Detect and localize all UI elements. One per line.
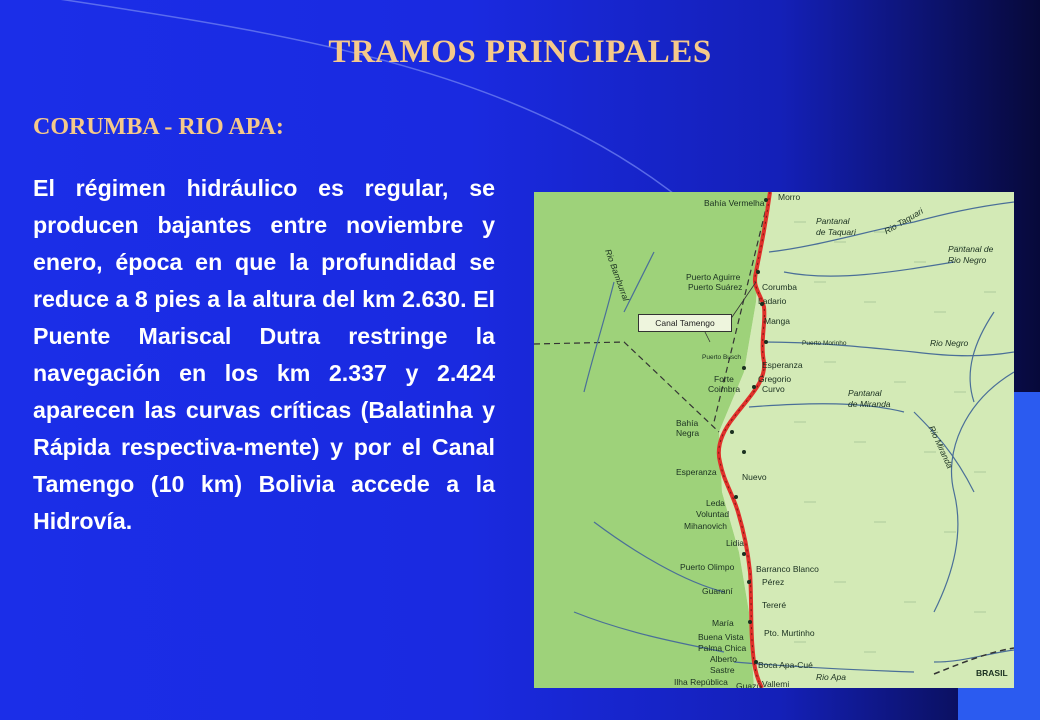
body-paragraph: El régimen hidráulico es regular, se producen bajantes entre noviembre y enero, época en que la profundidad se reduce a 8 pies a la altura del km 2.630. El Puente Mariscal Dutra restringe la navegación en los km 2.337 y 2.424 aparecen las curvas críticas (Balatinha y Rápida respectiva-mente) y por el Canal Tamengo (10 km) Bolivia accede a la Hidrovía. bbox=[33, 175, 495, 534]
canal-tamengo-callout: Canal Tamengo bbox=[638, 314, 732, 332]
map-label-ilha-republica: Ilha República bbox=[674, 677, 728, 687]
map-label-rio-miranda: Rio Miranda bbox=[926, 424, 956, 470]
map-label-terere: Tereré bbox=[762, 600, 787, 610]
map-label-mihanovich: Mihanovich bbox=[684, 521, 727, 531]
map-label-guarani: Guaraní bbox=[702, 586, 733, 596]
map-label-corumba: Corumba bbox=[762, 282, 797, 292]
map-label-gregorio-curvo: Gregorio bbox=[758, 374, 792, 384]
map-label-brasil: BRASIL bbox=[976, 668, 1008, 678]
map-label-esperanza-right: Esperanza bbox=[762, 360, 803, 370]
slide-title: TRAMOS PRINCIPALES bbox=[328, 34, 712, 70]
map-label-pantanal-rio-negro: Pantanal de bbox=[948, 244, 994, 254]
map-label-pto-murtinho: Pto. Murtinho bbox=[764, 628, 815, 638]
map-label-ladario: Ladario bbox=[758, 296, 787, 306]
map-label-pantanal-miranda-2: de Miranda bbox=[848, 399, 891, 409]
map-label-manga: Manga bbox=[764, 316, 790, 326]
map-label-rio-negro: Rio Negro bbox=[930, 338, 969, 348]
map-label-forte-coimbra: Forte bbox=[714, 374, 734, 384]
map-label-puerto-busch: Puerto Busch bbox=[702, 354, 742, 361]
map-label-leda: Leda bbox=[706, 498, 725, 508]
map-label-puerto-suarez: Puerto Suárez bbox=[688, 282, 743, 292]
map-label-boca-apa-cue: Boca Apa-Cué bbox=[758, 660, 813, 670]
map-label-rio-taquari: Rio Taquari bbox=[882, 205, 925, 237]
map-label-puerto-aguirre: Puerto Aguirre bbox=[686, 272, 741, 282]
map-label-puerto-olimpo: Puerto Olimpo bbox=[680, 562, 735, 572]
map-label-rio-bamburral: Rio Bamburral bbox=[603, 247, 632, 303]
map-label-barranco-blanco: Barranco Blanco bbox=[756, 564, 819, 574]
map-label-perez: Pérez bbox=[762, 577, 785, 587]
map-label-vallemi: Vallemi bbox=[762, 679, 790, 688]
map-label-lidia: Lidia bbox=[726, 538, 744, 548]
hidrovia-map bbox=[534, 192, 1014, 688]
map-label-morro: Morro bbox=[778, 192, 801, 202]
map-label-rio-apa: Rio Apa bbox=[816, 672, 846, 682]
map-label-bahia-vermelha: Bahía Vermelha bbox=[704, 198, 765, 208]
map-label-palma-chica: Palma Chica bbox=[698, 643, 747, 653]
map-label-pantanal-rio-negro-2: Rio Negro bbox=[948, 255, 987, 265]
map-label-guazu: Guazú bbox=[736, 681, 762, 688]
map-label-puerto-morinho: Puerto Morinho bbox=[802, 340, 847, 347]
map-label-nuevo: Nuevo bbox=[742, 472, 767, 482]
map-label-gregorio-curvo-2: Curvo bbox=[762, 384, 785, 394]
map-label-forte-coimbra-2: Coimbra bbox=[708, 384, 741, 394]
map-label-pantanal-taquari-2: de Taquari bbox=[816, 227, 856, 237]
map-label-maria: María bbox=[712, 618, 734, 628]
map-label-pantanal-miranda: Pantanal bbox=[848, 388, 882, 398]
map-label-sastre: Sastre bbox=[710, 665, 735, 675]
map-label-bahia-negra-2: Negra bbox=[676, 428, 700, 438]
map-label-esperanza-left: Esperanza bbox=[676, 467, 717, 477]
map-label-buena-vista: Buena Vista bbox=[698, 632, 744, 642]
map-label-voluntad: Voluntad bbox=[696, 509, 730, 519]
map-label-pantanal-taquari: Pantanal bbox=[816, 216, 850, 226]
section-subtitle: CORUMBA - RIO APA: bbox=[33, 114, 284, 140]
map-label-bahia-negra: Bahía bbox=[676, 418, 699, 428]
map-label-alberto: Alberto bbox=[710, 654, 737, 664]
